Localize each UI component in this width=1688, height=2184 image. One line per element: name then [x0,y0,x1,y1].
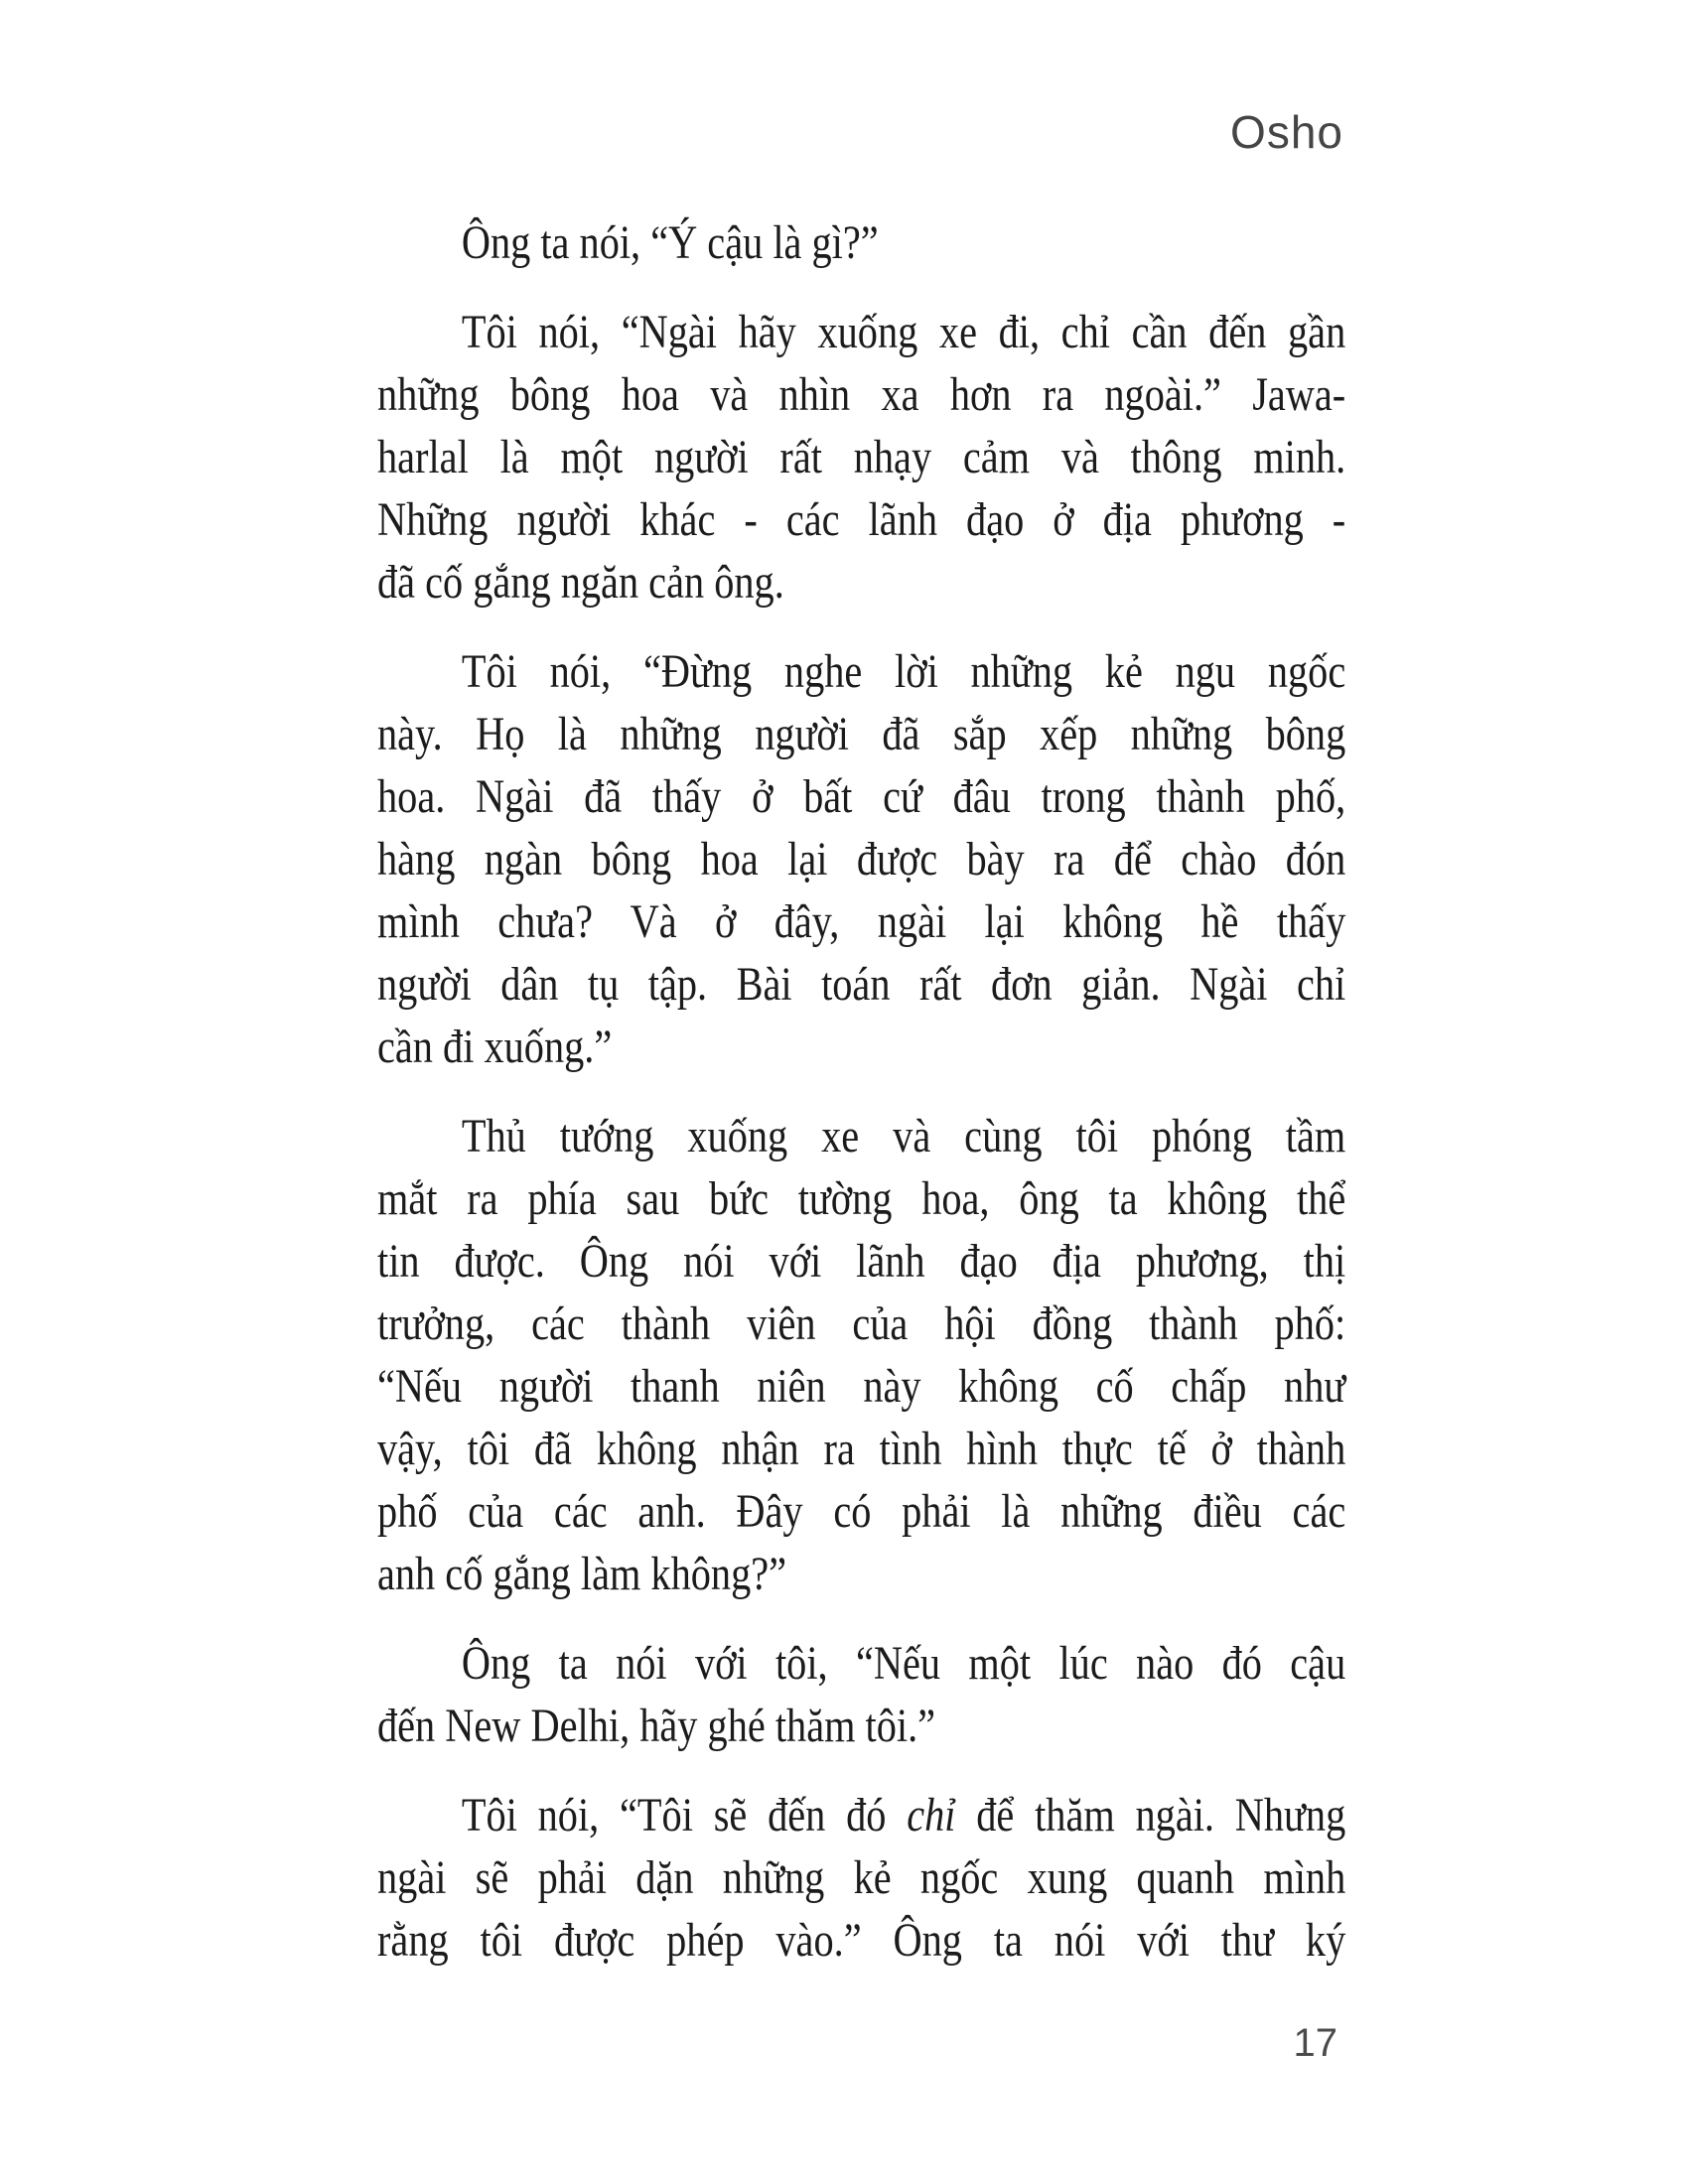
text-line [377,1846,1345,1909]
text-line [377,703,1345,765]
text-line [377,551,1345,614]
text-segment: harlal là một người rất nhạy cảm và thông minh. [377,431,1346,483]
text-line [377,1167,1345,1230]
text-line [377,488,1345,551]
text-line [377,890,1345,953]
text-segment: Tôi nói, “Đừng nghe lời những kẻ ngu ngốc [461,645,1346,698]
page-number: 17 [1293,2021,1337,2065]
text-segment: đến New Delhi, hãy ghé thăm tôi.” [377,1700,936,1752]
paragraph [377,640,1345,1078]
text-line [377,301,1345,363]
text-segment: người dân tụ tập. Bài toán rất đơn giản. Ngài chỉ [377,958,1346,1011]
text-line [377,1695,1345,1757]
text-segment: này. Họ là những người đã sắp xếp những bông [377,708,1346,760]
text-segment: vậy, tôi đã không nhận ra tình hình thực tế ở thành [377,1423,1346,1475]
italic-text: chỉ [907,1789,956,1842]
paragraph [377,211,1345,274]
text-segment: anh cố gắng làm không?” [377,1548,787,1600]
text-line [377,426,1345,488]
text-line [377,211,1345,274]
text-line [377,1480,1345,1543]
text-segment: trưởng, các thành viên của hội đồng thành phố: [377,1297,1346,1350]
text-segment: đã cố gắng ngăn cản ông. [377,556,784,609]
text-line [377,1355,1345,1418]
text-segment: rằng tôi được phép vào.” Ông ta nói với thư ký [377,1914,1346,1967]
text-segment: Ông ta nói, “Ý cậu là gì?” [461,216,879,269]
text-line [377,363,1345,426]
text-segment: cần đi xuống.” [377,1021,613,1073]
text-segment: ngài sẽ phải dặn những kẻ ngốc xung quanh mình [377,1851,1346,1904]
text-segment: Tôi nói, “Tôi sẽ đến đó [461,1789,908,1842]
text-line [377,1293,1345,1355]
text-line [377,1909,1345,1972]
text-segment: tin được. Ông nói với lãnh đạo địa phương, thị [377,1235,1346,1288]
paragraph [377,301,1345,614]
paragraph [377,1105,1345,1605]
text-line [377,828,1345,890]
paragraph [377,1632,1345,1757]
text-line [377,1632,1345,1695]
text-line [377,953,1345,1016]
text-line [377,1418,1345,1480]
text-line [377,765,1345,828]
text-line [377,1784,1345,1846]
text-segment: hoa. Ngài đã thấy ở bất cứ đâu trong thành phố, [377,770,1346,823]
text-segment: những bông hoa và nhìn xa hơn ra ngoài.” Jawa- [377,368,1346,421]
text-segment: Ông ta nói với tôi, “Nếu một lúc nào đó cậu [461,1637,1346,1690]
text-line [377,1543,1345,1605]
running-header-author: Osho [1230,106,1343,158]
text-segment: “Nếu người thanh niên này không cố chấp như [377,1360,1346,1413]
text-segment: hàng ngàn bông hoa lại được bày ra để chào đón [377,833,1346,886]
text-line [377,1230,1345,1293]
text-block [377,211,1345,1972]
paragraph [377,1784,1345,1972]
text-segment: Những người khác - các lãnh đạo ở địa phương - [377,493,1346,546]
text-segment: Tôi nói, “Ngài hãy xuống xe đi, chỉ cần đến gần [461,306,1346,358]
text-line [377,640,1345,703]
text-segment: Thủ tướng xuống xe và cùng tôi phóng tầm [461,1110,1346,1162]
text-line [377,1105,1345,1167]
text-segment: phố của các anh. Đây có phải là những điều các [377,1485,1346,1538]
text-line [377,1016,1345,1078]
text-segment: để thăm ngài. Nhưng [955,1789,1346,1842]
text-segment: mắt ra phía sau bức tường hoa, ông ta không thể [377,1172,1346,1225]
text-segment: mình chưa? Và ở đây, ngài lại không hề thấy [377,895,1346,948]
